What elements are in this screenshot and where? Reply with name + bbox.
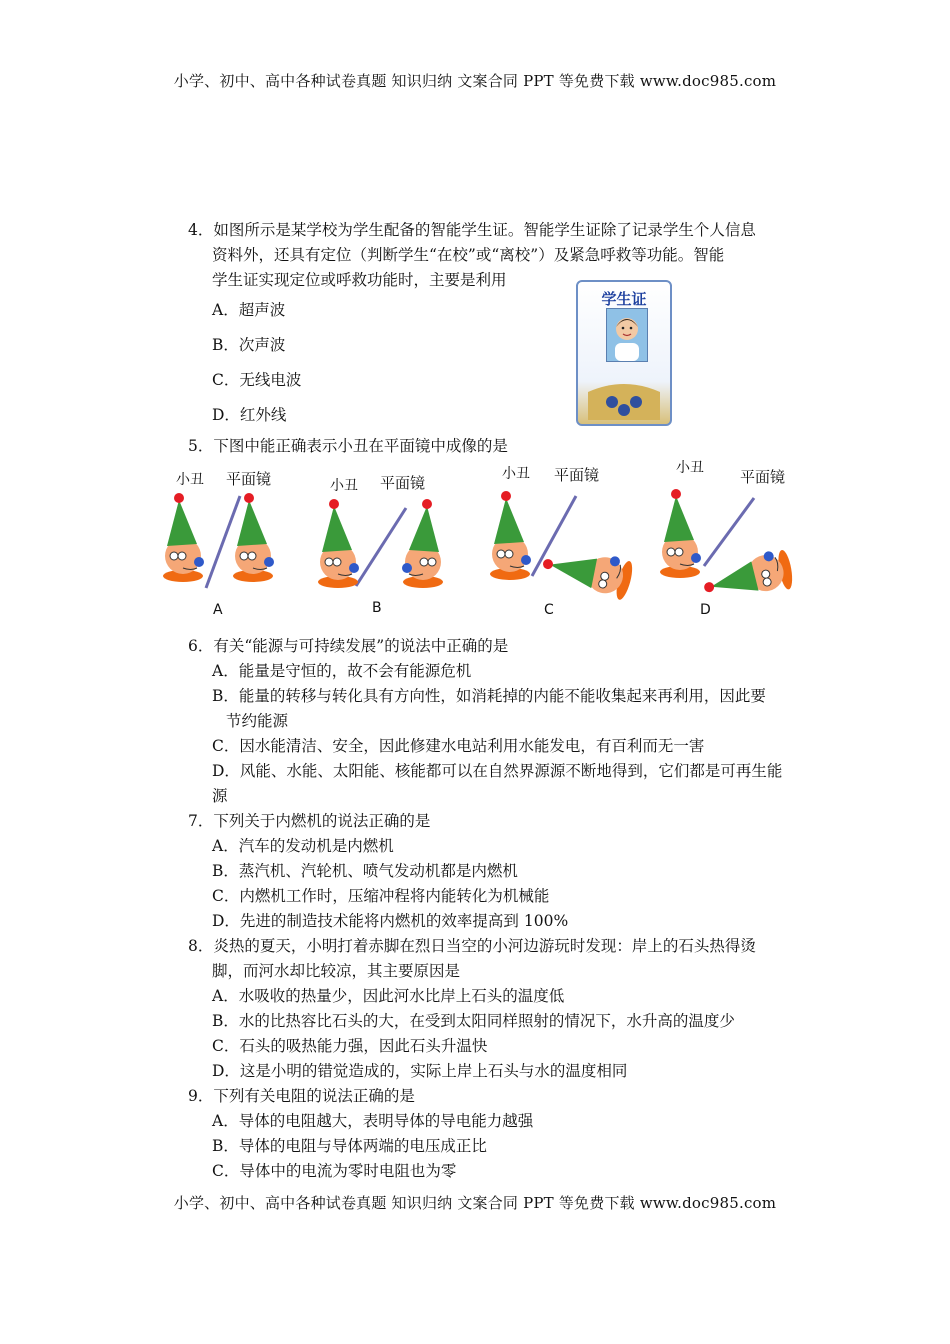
option-label-d: D	[700, 602, 711, 618]
q4-option-d: D．红外线	[212, 406, 287, 424]
q7-option-d: D．先进的制造技术能将内燃机的效率提高到 100%	[212, 912, 569, 930]
option-label-a: A	[213, 602, 223, 618]
q4-option-c: C．无线电波	[212, 371, 302, 389]
q8-stem-line-1: 8．炎热的夏天，小明打着赤脚在烈日当空的小河边游玩时发现：岸上的石头热得烫	[188, 937, 756, 955]
mirror-figure	[158, 458, 798, 628]
clown-label-d: 小丑	[676, 460, 704, 476]
card-emblem	[588, 380, 660, 420]
q7-option-a: A．汽车的发动机是内燃机	[212, 837, 394, 855]
q6-stem: 6．有关“能源与可持续发展”的说法中正确的是	[188, 637, 509, 655]
mirror-label-c: 平面镜	[554, 466, 600, 484]
mirror-label-a: 平面镜	[226, 470, 272, 488]
mirror-label-b: 平面镜	[380, 474, 426, 492]
q6-option-d-line-2: 源	[212, 787, 228, 805]
q6-option-b-line-2: 节约能源	[226, 712, 289, 730]
student-card-title: 学生证	[601, 290, 647, 308]
q6-option-b-line-1: B．能量的转移与转化具有方向性，如消耗掉的内能不能收集起来再利用，因此要	[212, 687, 766, 705]
page-footer: 小学、初中、高中各种试卷真题 知识归纳 文案合同 PPT 等免费下载 www.doc985.com	[173, 1194, 777, 1212]
q4-stem-line-3: 学生证实现定位或呼救功能时，主要是利用	[212, 271, 507, 289]
q8-option-a: A．水吸收的热量少，因此河水比岸上石头的温度低	[212, 987, 565, 1005]
q7-option-c: C．内燃机工作时，压缩冲程将内能转化为机械能	[212, 887, 550, 905]
student-card-image	[576, 280, 672, 426]
option-label-b: B	[372, 600, 382, 616]
q8-option-c: C．石头的吸热能力强，因此石头升温快	[212, 1037, 488, 1055]
q9-option-b: B．导体的电阻与导体两端的电压成正比	[212, 1137, 487, 1155]
option-b-figure	[318, 474, 443, 616]
q9-option-a: A．导体的电阻越大，表明导体的导电能力越强	[212, 1112, 534, 1130]
option-label-c: C	[544, 602, 554, 618]
q6-option-d-line-1: D．风能、水能、太阳能、核能都可以在自然界源源不断地得到，它们都是可再生能	[212, 762, 783, 780]
q8-option-d: D．这是小明的错觉造成的，实际上岸上石头与水的温度相同	[212, 1062, 628, 1080]
q6-option-a: A．能量是守恒的，故不会有能源危机	[212, 662, 472, 680]
clown-label-a: 小丑	[176, 472, 204, 488]
option-d-figure	[660, 460, 795, 618]
q4-option-b: B．次声波	[212, 336, 286, 354]
q6-option-c: C．因水能清洁、安全，因此修建水电站利用水能发电，有百利而无一害	[212, 737, 705, 755]
clown-label-c: 小丑	[502, 466, 530, 482]
q8-option-b: B．水的比热容比石头的大，在受到太阳同样照射的情况下，水升高的温度少	[212, 1012, 735, 1030]
page-header: 小学、初中、高中各种试卷真题 知识归纳 文案合同 PPT 等免费下载 www.doc985.com	[173, 72, 777, 90]
q4-stem-line-1: 4．如图所示是某学校为学生配备的智能学生证。智能学生证除了记录学生个人信息	[188, 221, 756, 239]
option-a-figure	[163, 470, 274, 618]
q4-option-a: A．超声波	[212, 301, 286, 319]
q5-stem: 5．下图中能正确表示小丑在平面镜中成像的是	[188, 437, 508, 455]
q9-stem: 9．下列有关电阻的说法正确的是	[188, 1087, 415, 1105]
q7-option-b: B．蒸汽机、汽轮机、喷气发动机都是内燃机	[212, 862, 518, 880]
student-photo	[606, 308, 648, 362]
q4-stem-line-2: 资料外，还具有定位（判断学生“在校”或“离校”）及紧急呼救等功能。智能	[212, 246, 725, 264]
mirror-label-d: 平面镜	[740, 468, 786, 486]
q7-stem: 7．下列关于内燃机的说法正确的是	[188, 812, 431, 830]
option-c-figure	[490, 466, 636, 618]
q8-stem-line-2: 脚，而河水却比较凉，其主要原因是	[212, 962, 461, 980]
q9-option-c: C．导体中的电流为零时电阻也为零	[212, 1162, 457, 1180]
clown-label-b: 小丑	[330, 478, 358, 494]
